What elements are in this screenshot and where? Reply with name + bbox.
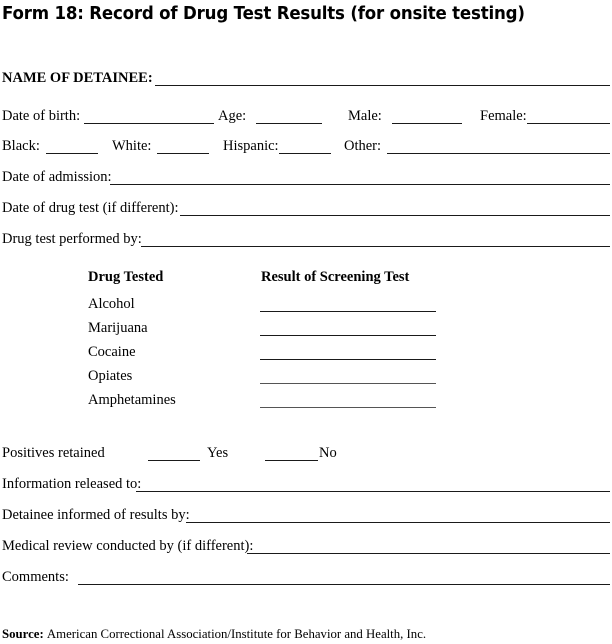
page-title: Form 18: Record of Drug Test Results (for onsite testing) (2, 4, 525, 24)
input-result-opiates[interactable] (260, 383, 436, 384)
input-other[interactable] (387, 153, 610, 154)
table-header-drug-tested: Drug Tested (88, 269, 164, 285)
input-result-cocaine[interactable] (260, 359, 436, 360)
input-information-released-to[interactable] (136, 491, 610, 492)
label-positives-retained: Positives retained (2, 445, 105, 461)
input-age[interactable] (256, 123, 322, 124)
label-detainee-informed-by: Detainee informed of results by: (2, 507, 190, 523)
input-white[interactable] (157, 153, 209, 154)
input-date-of-admission[interactable] (110, 184, 610, 185)
label-comments: Comments: (2, 569, 69, 585)
input-comments[interactable] (78, 584, 610, 585)
label-medical-review-by: Medical review conducted by (if different): (2, 538, 254, 554)
label-date-of-birth: Date of birth: (2, 108, 81, 124)
input-positives-retained-no[interactable] (265, 460, 318, 461)
label-date-of-drug-test: Date of drug test (if different): (2, 200, 179, 216)
table-header-result: Result of Screening Test (261, 269, 410, 285)
table-row-drug-cocaine: Cocaine (88, 344, 136, 360)
label-female: Female: (480, 108, 527, 124)
source-label: Source: (2, 627, 44, 641)
label-age: Age: (218, 108, 247, 124)
table-row-drug-marijuana: Marijuana (88, 320, 148, 336)
input-female[interactable] (527, 123, 610, 124)
label-name-of-detainee: NAME OF DETAINEE: (2, 70, 153, 86)
input-positives-retained-yes[interactable] (148, 460, 200, 461)
label-other: Other: (344, 138, 382, 154)
label-positives-retained-yes: Yes (207, 445, 229, 461)
source-text: American Correctional Association/Institute for Behavior and Health, Inc. (46, 627, 427, 641)
source-note (2, 627, 426, 642)
label-black: Black: (2, 138, 40, 154)
label-white: White: (112, 138, 152, 154)
input-result-marijuana[interactable] (260, 335, 436, 336)
input-male[interactable] (392, 123, 462, 124)
label-date-of-admission: Date of admission: (2, 169, 112, 185)
label-information-released-to: Information released to: (2, 476, 142, 492)
input-detainee-informed-by[interactable] (186, 522, 610, 523)
table-row-drug-opiates: Opiates (88, 368, 133, 384)
input-result-amphetamines[interactable] (260, 407, 436, 408)
label-hispanic: Hispanic: (223, 138, 279, 154)
input-medical-review-by[interactable] (247, 553, 610, 554)
input-drug-test-performed-by[interactable] (141, 246, 610, 247)
input-name-of-detainee[interactable] (155, 85, 610, 86)
input-date-of-drug-test[interactable] (180, 215, 610, 216)
label-male: Male: (348, 108, 382, 124)
input-date-of-birth[interactable] (84, 123, 214, 124)
table-row-drug-amphetamines: Amphetamines (88, 392, 176, 408)
table-row-drug-alcohol: Alcohol (88, 296, 135, 312)
input-black[interactable] (46, 153, 98, 154)
input-result-alcohol[interactable] (260, 311, 436, 312)
label-drug-test-performed-by: Drug test performed by: (2, 231, 142, 247)
label-positives-retained-no: No (319, 445, 337, 461)
input-hispanic[interactable] (279, 153, 331, 154)
